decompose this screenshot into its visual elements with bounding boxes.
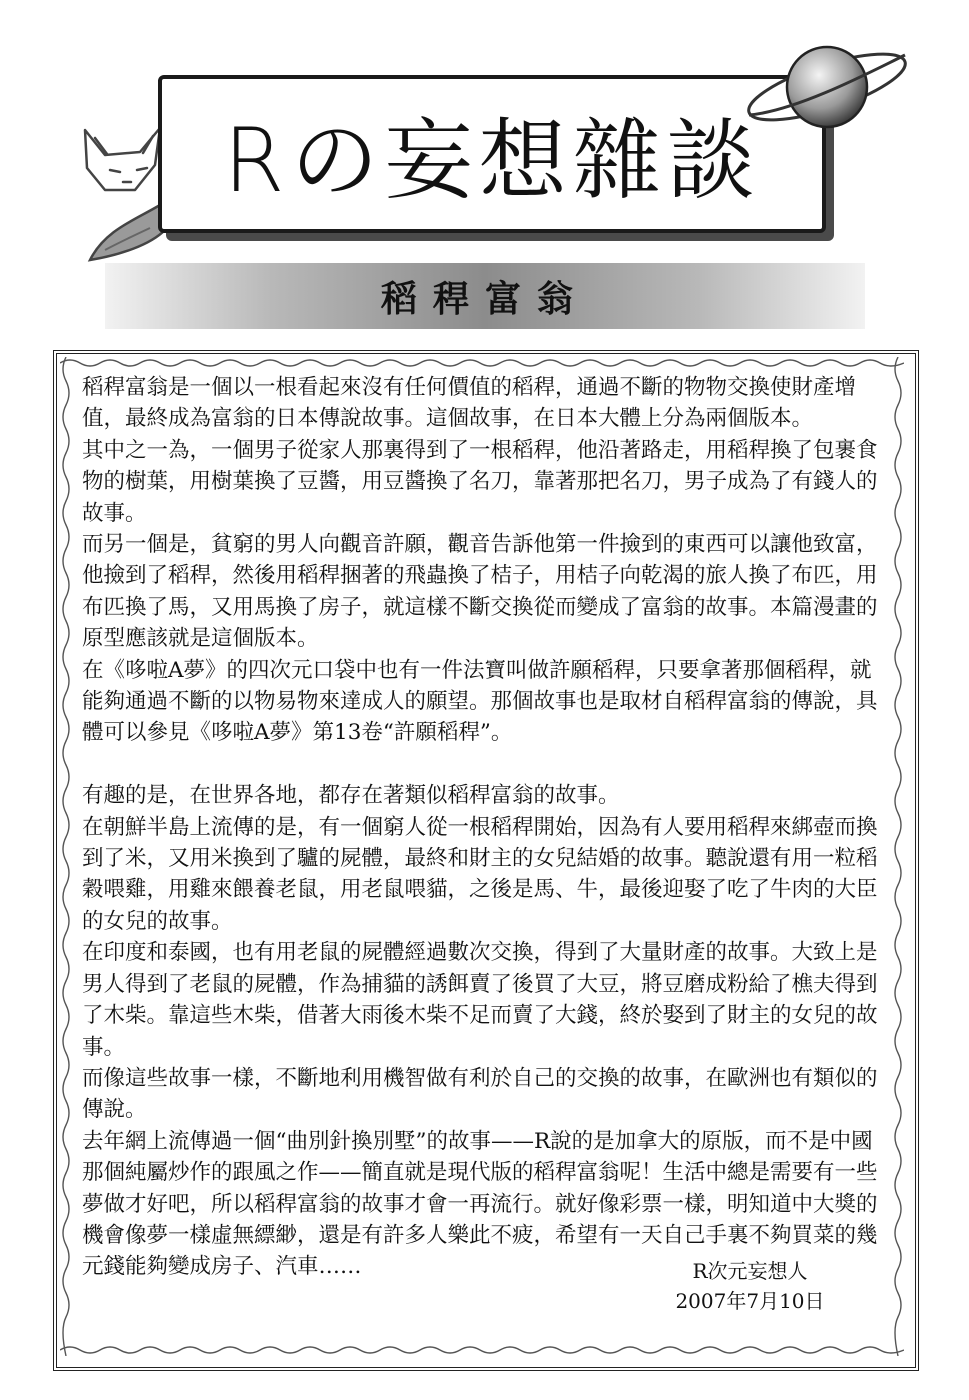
signoff [640,1256,860,1316]
paragraph: 其中之一為，一個男子從家人那裏得到了一根稻稈，他沿著路走，用稻稈換了包裹食物的樹葉，用樹葉換了豆醬，用豆醬換了名刀，靠著那把名刀，男子成為了有錢人的故事。 [82,437,878,526]
paragraph: 而像這些故事一樣，不斷地利用機智做有利於自己的交換的故事，在歐洲也有類似的傳說。 [82,1065,878,1123]
article-body [82,372,892,1283]
author-name: R次元妄想人 [692,1259,808,1283]
ringed-planet-icon [735,25,910,165]
paragraph: 在印度和泰國，也有用老鼠的屍體經過數次交換，得到了大量財產的故事。大致上是男人得到了老鼠的屍體，作為捕貓的誘餌賣了後買了大豆，將豆磨成粉給了樵夫得到了木柴。靠這些木柴，借著大雨後木柴不足而賣了大錢，終於娶到了財主的女兒的故事。 [82,940,878,1060]
paragraph: 而另一個是，貧窮的男人向觀音許願，觀音告訴他第一件撿到的東西可以讓他致富，他撿到了稻稈，然後用稻稈捆著的飛蟲換了桔子，用桔子向乾渴的旅人換了布匹，用布匹換了馬，又用馬換了房子，就這樣不斷交換從而變成了富翁的故事。本篇漫畫的原型應該就是這個版本。 [82,532,878,652]
paragraph: 去年網上流傳過一個“曲別針換別墅”的故事——R說的是加拿大的原版，而不是中國那個純屬炒作的跟風之作——簡直就是現代版的稻稈富翁呢！生活中總是需要有一些夢做才好吧，所以稻稈富翁的故事才會一再流行。就好像彩票一樣，明知道中大獎的機會像夢一樣虛無縹緲，還是有許多人樂此不疲，希望有一天自己手裏不夠買菜的幾元錢能夠變成房子、汽車…… [82,1128,878,1280]
paragraph: 有趣的是，在世界各地，都存在著類似稻稈富翁的故事。 [82,783,620,809]
date-text: 2007年7月10日 [675,1289,825,1313]
paragraph: 在朝鮮半島上流傳的是，有一個窮人從一根稻稈開始，因為有人要用稻稈來綁壺而換到了米，又用米換到了驢的屍體，最終和財主的女兒結婚的故事。聽說還有用一粒稻穀喂雞，用雞來餵養老鼠，用老鼠喂貓，之後是馬、牛，最後迎娶了吃了牛肉的大臣的女兒的故事。 [82,814,878,934]
paragraph: 在《哆啦A夢》的四次元口袋中也有一件法寶叫做許願稻稈，只要拿著那個稻稈，就能夠通過不斷的以物易物來達成人的願望。那個故事也是取材自稻稈富翁的傳說，具體可以參見《哆啦A夢》第13卷“許願稻稈”。 [82,657,878,746]
paragraph: 稻稈富翁是一個以一根看起來沒有任何價值的稻稈，通過不斷的物物交換使財產增值，最終成為富翁的日本傳說故事。這個故事，在日本大體上分為兩個版本。 [82,375,857,432]
subtitle-bar [105,263,865,329]
page-title: Rの妄想雜談 [223,109,761,212]
paragraph-spacer [82,749,892,780]
subtitle: 稻稈富翁 [380,277,589,320]
title-box [158,75,826,233]
